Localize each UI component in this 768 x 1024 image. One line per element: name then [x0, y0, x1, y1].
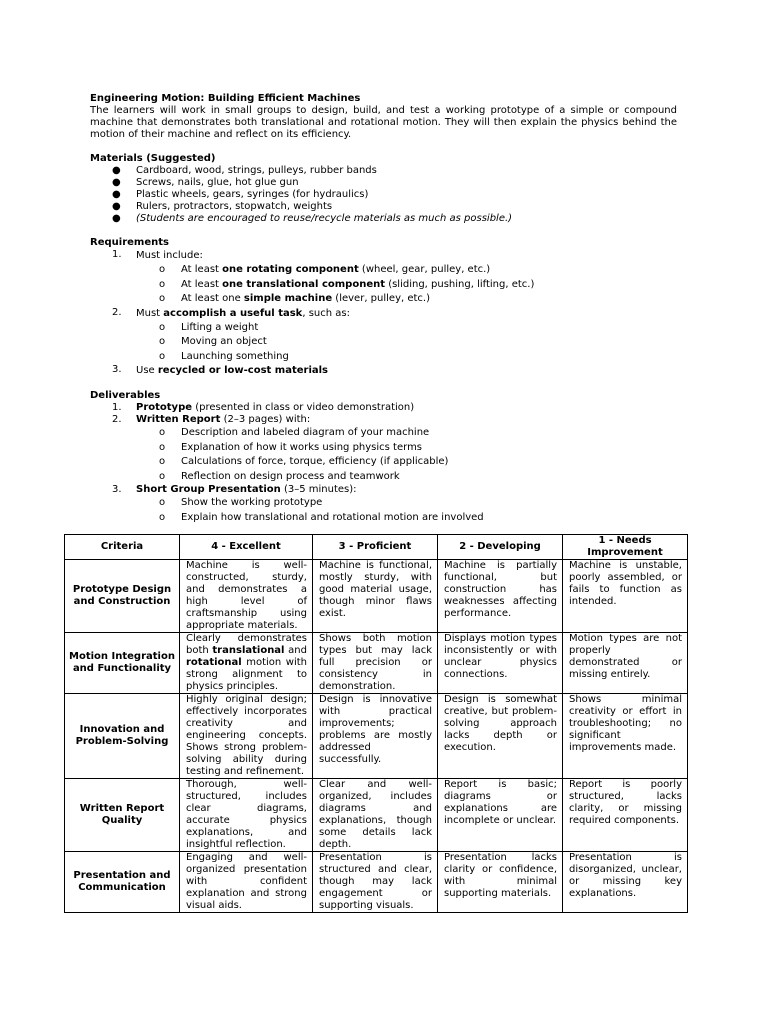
sub-item: o At least one simple machine (lever, pulley, etc.) [136, 292, 677, 307]
table-row [65, 852, 688, 913]
rubric-cell: Engaging and well-organized presentation with confident explanation and strong visual aids. [180, 852, 313, 913]
rubric-cell: Design is innovative with practical improvements; problems are mostly addressed successfully. [313, 694, 438, 779]
item-number: 2. [112, 306, 122, 318]
requirements-list [90, 249, 677, 378]
rubric-cell: Shows minimal creativity or effort in troubleshooting; no significant improvements made. [563, 694, 688, 779]
table-row [65, 633, 688, 694]
list-item [90, 484, 677, 525]
list-item: ● Plastic wheels, gears, syringes (for hydraulics) [90, 189, 677, 201]
deliverables-list [90, 402, 677, 525]
rubric-cell: Clear and well-organized, includes diagrams and explanations, though some details lack depth. [313, 779, 438, 852]
list-item: ● Screws, nails, glue, hot glue gun [90, 177, 677, 189]
item-text: Short Group Presentation (3–5 minutes): [136, 484, 357, 495]
rubric-cell: Machine is partially functional, but construction has weaknesses affecting performance. [438, 560, 563, 633]
list-item [90, 414, 677, 484]
rubric-cell: Displays motion types inconsistently or with unclear physics connections. [438, 633, 563, 694]
list-item: ● (Students are encouraged to reuse/recycle materials as much as possible.) [90, 213, 677, 225]
list-item: ● Rulers, protractors, stopwatch, weights [90, 201, 677, 213]
column-header: 4 - Excellent [180, 535, 313, 560]
item-number: 1. [112, 249, 122, 260]
sub-item: o Explanation of how it works using physics terms [136, 441, 677, 456]
deliverables-heading: Deliverables [90, 390, 161, 401]
requirements-section [90, 237, 677, 378]
intro-paragraph: The learners will work in small groups to design, build, and test a working prototype of a simple or compound machine that demonstrates both translational and rotational motion. They will then explain the physics behind the motion of their machine and reflect on its efficiency. [90, 105, 677, 140]
document-body [90, 93, 677, 525]
item-text: Written Report (2–3 pages) with: [136, 414, 311, 425]
sub-item: o Calculations of force, torque, efficiency (if applicable) [136, 455, 677, 470]
rubric-cell: Report is basic; diagrams or explanations are incomplete or unclear. [438, 779, 563, 852]
rubric-cell: Clearly demonstrates both translational and rotational motion with strong alignment to physics principles. [180, 633, 313, 694]
sub-list [136, 263, 677, 307]
sub-item: o Show the working prototype [136, 496, 677, 511]
sub-list [136, 496, 677, 525]
sub-item: o Lifting a weight [136, 321, 677, 336]
sub-list [136, 321, 677, 365]
item-number: 3. [112, 364, 122, 375]
rubric-cell: Motion types are not properly demonstrated or missing entirely. [563, 633, 688, 694]
table-row [65, 560, 688, 633]
criteria-cell: Prototype Design and Construction [65, 560, 180, 633]
rubric-cell: Thorough, well-structured, includes clear diagrams, accurate physics explanations, and insightful reflection. [180, 779, 313, 852]
sub-item: o Description and labeled diagram of your machine [136, 426, 677, 441]
item-text: Must include: [136, 250, 203, 261]
rubric-cell: Machine is unstable, poorly assembled, or fails to function as intended. [563, 560, 688, 633]
criteria-cell: Innovation and Problem-Solving [65, 694, 180, 779]
rubric-cell: Presentation lacks clarity or confidence, with minimal supporting materials. [438, 852, 563, 913]
rubric-cell: Presentation is disorganized, unclear, or missing key explanations. [563, 852, 688, 913]
materials-list [90, 165, 677, 225]
table-row [65, 694, 688, 779]
list-item [90, 307, 677, 365]
document-title: Engineering Motion: Building Efficient Machines [90, 93, 361, 104]
column-header: Criteria [65, 535, 180, 560]
rubric-cell: Presentation is structured and clear, though may lack engagement or supporting visuals. [313, 852, 438, 913]
column-header: 1 - Needs Improvement [563, 535, 688, 560]
deliverables-section [90, 390, 677, 525]
rubric-cell: Machine is functional, mostly sturdy, with good material usage, though minor flaws exist. [313, 560, 438, 633]
sub-item: o At least one translational component (sliding, pushing, lifting, etc.) [136, 278, 677, 293]
list-item [90, 364, 677, 378]
sub-item: o At least one rotating component (wheel, gear, pulley, etc.) [136, 263, 677, 278]
sub-item: o Launching something [136, 350, 677, 365]
item-text: Use recycled or low-cost materials [136, 365, 329, 376]
rubric-cell: Shows both motion types but may lack full precision or consistency in demonstration. [313, 633, 438, 694]
requirements-heading: Requirements [90, 237, 169, 248]
item-text: Must accomplish a useful task, such as: [136, 307, 350, 319]
rubric-cell: Highly original design; effectively incorporates creativity and engineering concepts. Shows strong problem-solving ability during testing and refinement. [180, 694, 313, 779]
criteria-cell: Motion Integration and Functionality [65, 633, 180, 694]
materials-heading: Materials (Suggested) [90, 153, 216, 164]
list-item [90, 249, 677, 307]
item-text: Prototype (presented in class or video demonstration) [136, 402, 415, 413]
rubric-cell: Design is somewhat creative, but problem-solving approach lacks depth or execution. [438, 694, 563, 779]
item-number: 1. [112, 402, 122, 413]
column-header: 2 - Developing [438, 535, 563, 560]
column-header: 3 - Proficient [313, 535, 438, 560]
item-number: 3. [112, 484, 122, 495]
table-header-row [65, 535, 688, 560]
rubric-cell: Report is poorly structured, lacks clarity, or missing required components. [563, 779, 688, 852]
sub-item: o Reflection on design process and teamwork [136, 470, 677, 485]
list-item: ● Cardboard, wood, strings, pulleys, rubber bands [90, 165, 677, 177]
sub-list [136, 426, 677, 484]
table-row [65, 779, 688, 852]
criteria-cell: Written Report Quality [65, 779, 180, 852]
rubric-cell: Machine is well-constructed, sturdy, and demonstrates a high level of craftsmanship using appropriate materials. [180, 560, 313, 633]
list-item [90, 402, 677, 414]
sub-item: o Moving an object [136, 335, 677, 350]
criteria-cell: Presentation and Communication [65, 852, 180, 913]
materials-section [90, 153, 677, 225]
item-number: 2. [112, 414, 122, 425]
sub-item: o Explain how translational and rotational motion are involved [136, 511, 677, 526]
rubric-table [64, 534, 688, 913]
